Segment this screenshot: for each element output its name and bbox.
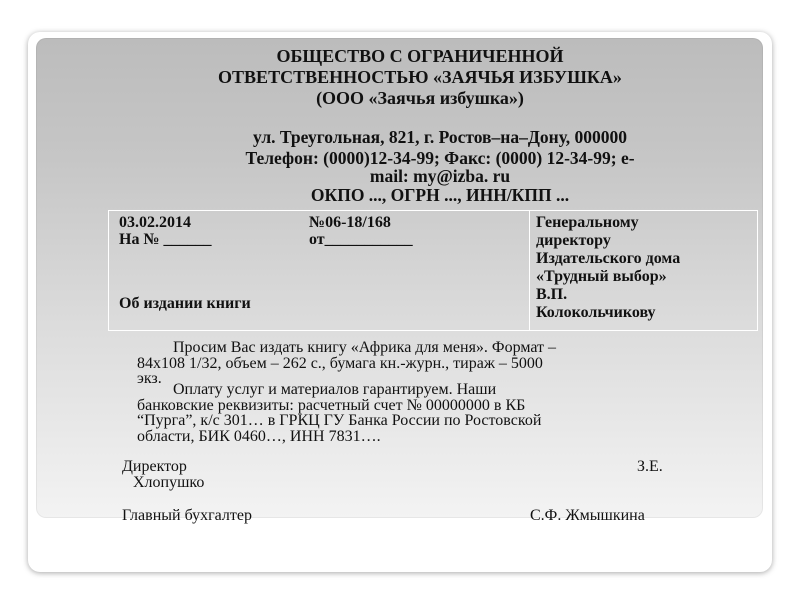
addressee-line: Издательского дома <box>536 250 681 267</box>
body-paragraph-1 <box>137 340 747 387</box>
organization-full-name <box>100 46 740 88</box>
requisites-divider <box>529 211 530 330</box>
body-paragraph-2 <box>137 382 747 444</box>
addressee-line: Генеральному <box>536 214 639 231</box>
director-surname: Хлопушко <box>133 474 205 491</box>
chief-accountant-name: С.Ф. Жмышкина <box>530 507 645 524</box>
organization-registry-codes: ОКПО ..., ОГРН ..., ИНН/КПП ... <box>310 185 570 205</box>
addressee-line: «Трудный выбор» <box>536 268 667 285</box>
organization-phones: Телефон: (0000)12-34-99; Факс: (0000) 12-34-99; e- <box>245 148 635 168</box>
letter-number: №06-18/168 <box>309 214 391 231</box>
reference-number: На № ______ <box>119 231 212 248</box>
director-initials: З.Е. <box>637 458 663 475</box>
addressee-block <box>536 214 756 322</box>
reference-date: от___________ <box>309 231 413 248</box>
addressee-line: директору <box>536 232 611 249</box>
paragraph-line: банковские реквизиты: расчетный счет № 00000000 в КБ <box>137 396 526 414</box>
paragraph-line: Оплату услуг и материалов гарантируем. Наши <box>173 381 497 398</box>
organization-name-line2: ОТВЕТСТВЕННОСТЬЮ «ЗАЯЧЬЯ ИЗБУШКА» <box>218 67 622 87</box>
organization-email: mail: my@izba. ru <box>369 166 511 186</box>
paragraph-line: “Пурга”, к/с 301… в ГРКЦ ГУ Банка России по Ростовской <box>137 412 542 429</box>
paragraph-line: Просим Вас издать книгу «Африка для меня». Формат – <box>173 339 557 356</box>
letter-requisites-box <box>108 210 758 331</box>
organization-short-name: (ООО «Заячья избушка») <box>316 88 524 108</box>
letter-date: 03.02.2014 <box>119 214 191 231</box>
organization-name-line1: ОБЩЕСТВО С ОГРАНИЧЕННОЙ <box>276 46 564 66</box>
addressee-line: В.П. <box>536 286 568 303</box>
paragraph-line: экз. <box>137 370 162 387</box>
organization-address: ул. Треугольная, 821, г. Ростов–на–Дону, 000000 <box>253 127 627 147</box>
director-title: Директор <box>122 458 187 475</box>
letter-subject: Об издании книги <box>119 295 251 312</box>
paragraph-line: 84x108 1/32, объем – 262 с., бумага кн.-журн., тираж – 5000 <box>137 354 543 372</box>
paragraph-line: области, БИК 0460…, ИНН 7831…. <box>137 427 381 445</box>
addressee-line: Колокольчикову <box>536 304 656 321</box>
chief-accountant-title: Главный бухгалтер <box>122 507 252 524</box>
